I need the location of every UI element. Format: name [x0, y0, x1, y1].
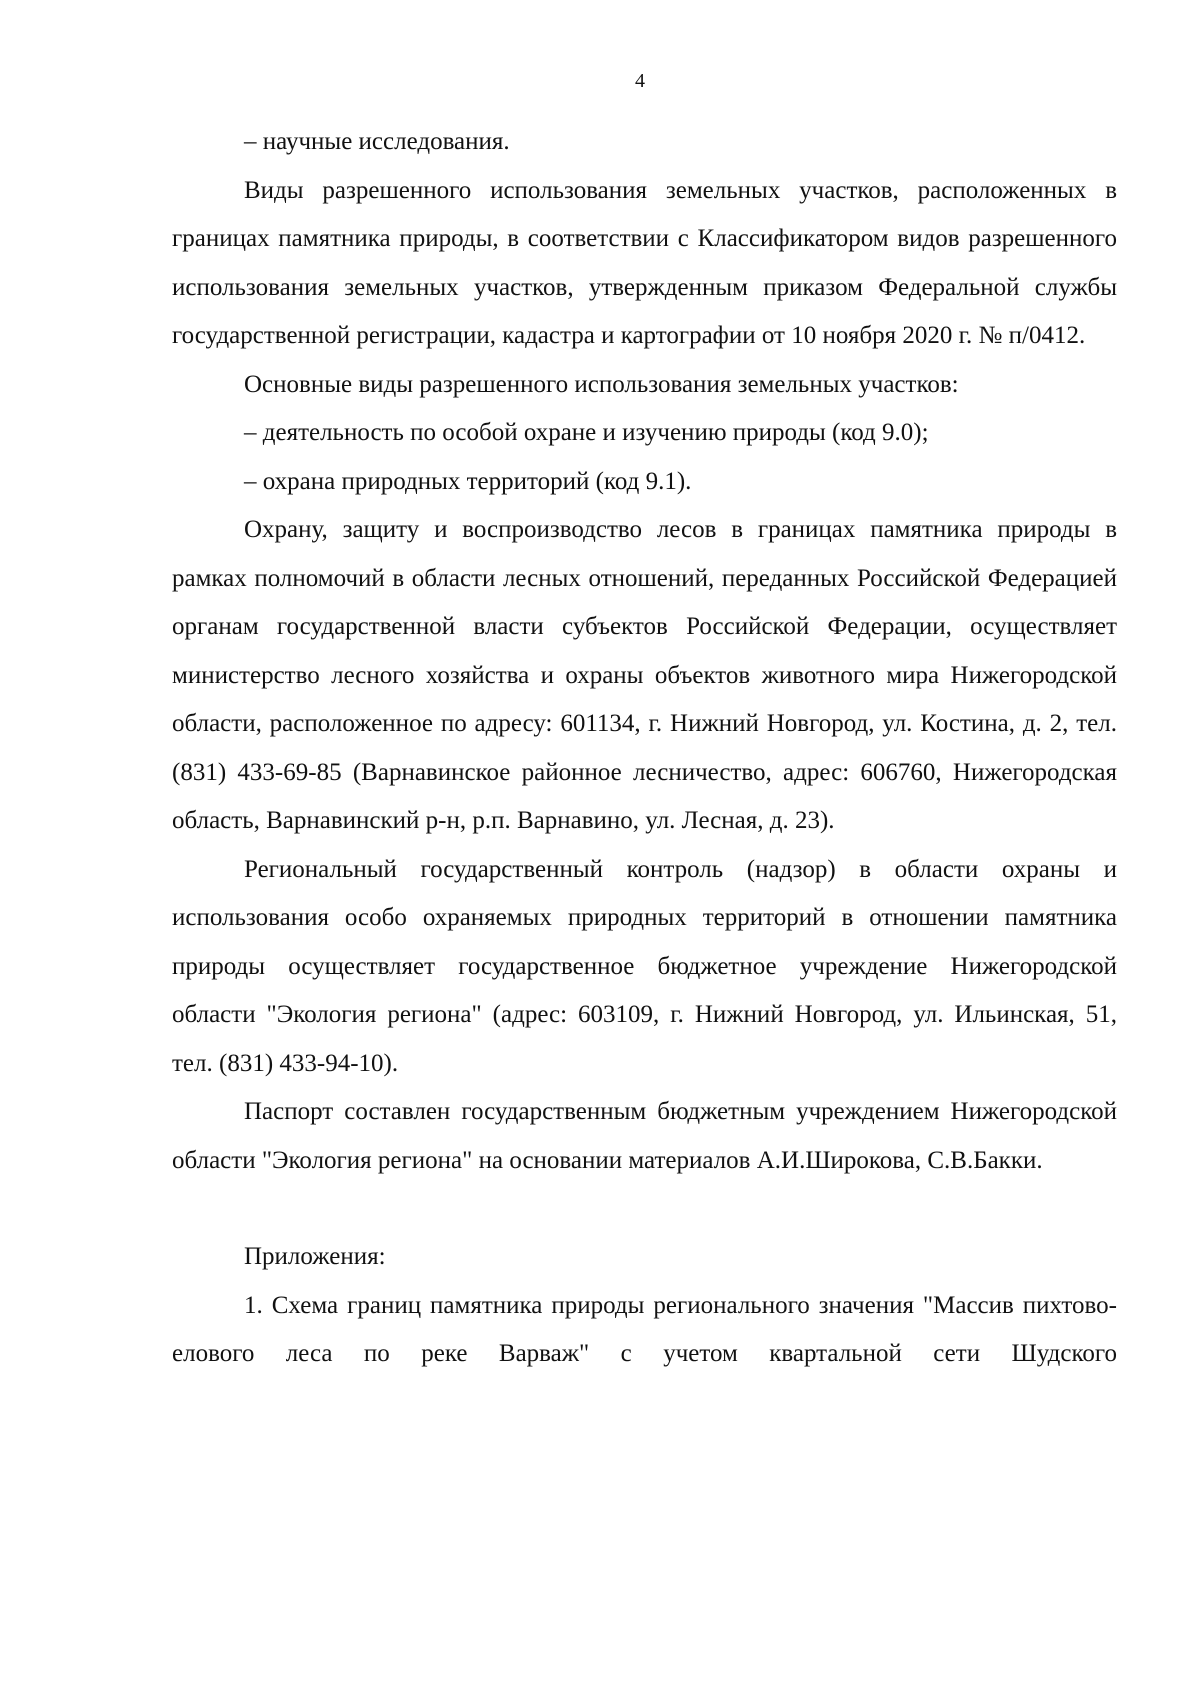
paragraph-main-use-types: Основные виды разрешенного использования земельных участков: — [244, 370, 959, 398]
document-body — [172, 118, 1117, 1379]
paragraph-permitted-use-types: Виды разрешенного использования земельных участков, расположенных в границах памятника природы, в соответствии с Классификатором видов разрешенного использования земельных участков, утвержденным приказом Федеральной службы государственной регистрации, кадастра и картографии от 10 ноября 2020 г. № п/0412. — [172, 176, 1117, 349]
page-number: 4 — [635, 70, 645, 92]
paragraph-regional-control: Региональный государственный контроль (надзор) в области охраны и использования особо охраняемых природных территорий в отношении памятника природы осуществляет государственное бюджетное учреждение Нижегородской области "Экология региона" (адрес: 603109, г. Нижний Новгород, ул. Ильинская, 51, тел. (831) 433-94-10). — [172, 855, 1117, 1077]
paragraph-scientific-research: – научные исследования. — [244, 128, 510, 155]
list-item-code-9-1: – охрана природных территорий (код 9.1). — [244, 467, 692, 495]
list-item-code-9-0: – деятельность по особой охране и изучению природы (код 9.0); — [244, 419, 929, 446]
appendix-heading: Приложения: — [244, 1243, 386, 1270]
section-spacer — [172, 1185, 1117, 1233]
appendix-item-1: 1. Схема границ памятника природы регионального значения "Массив пихтово-елового леса по реке Варваж" с учетом квартальной сети Шудского — [172, 1291, 1117, 1367]
paragraph-forest-protection: Охрану, защиту и воспроизводство лесов в границах памятника природы в рамках полномочий в области лесных отношений, переданных Российской Федерацией органам государственной власти субъектов Российской Федерации, осуществляет министерство лесного хозяйства и охраны объектов животного мира Нижегородской области, расположенное по адресу: 601134, г. Нижний Новгород, ул. Костина, д. 2, тел. (831) 433-69-85 (Варнавинское районное лесничество, адрес: 606760, Нижегородская область, Варнавинский р-н, р.п. Варнавино, ул. Лесная, д. 23). — [172, 516, 1117, 834]
paragraph-passport-author: Паспорт составлен государственным бюджетным учреждением Нижегородской области "Экология региона" на основании материалов А.И.Широкова, С.В.Бакки. — [172, 1098, 1117, 1174]
